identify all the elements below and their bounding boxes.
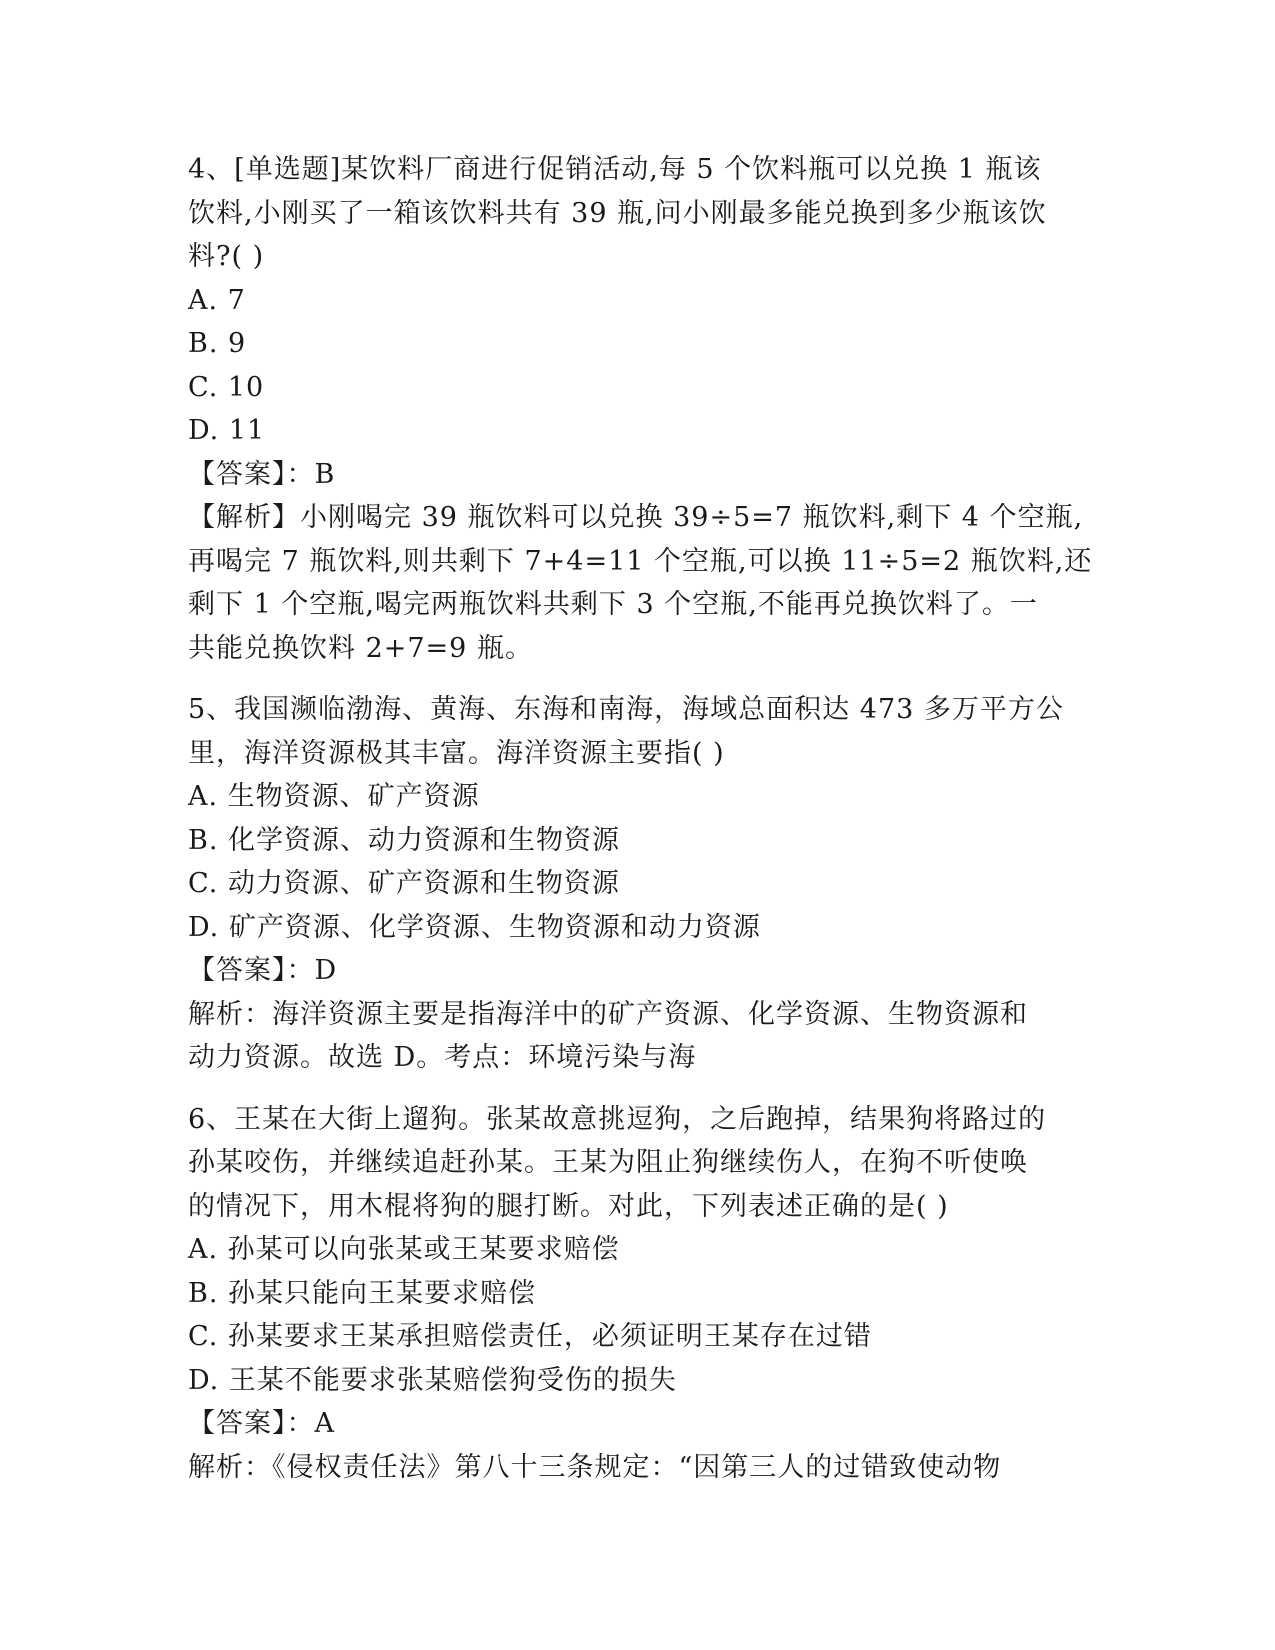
analysis-line: 动力资源。故选 D。考点：环境污染与海 — [188, 1042, 697, 1073]
option-d: D. 矿产资源、化学资源、生物资源和动力资源 — [188, 911, 761, 943]
option-a: A. 孙某可以向张某或王某要求赔偿 — [188, 1234, 620, 1265]
option-b: B. 孙某只能向王某要求赔偿 — [188, 1277, 537, 1309]
question-stem-line: 5、我国濒临渤海、黄海、东海和南海，海域总面积达 473 多万平方公 — [188, 694, 1064, 725]
question-stem-line: 4、[单选题]某饮料厂商进行促销活动,每 5 个饮料瓶可以兑换 1 瓶该 — [188, 154, 1042, 185]
analysis-line: 【解析】小刚喝完 39 瓶饮料可以兑换 39÷5=7 瓶饮料,剩下 4 个空瓶, — [188, 502, 1084, 533]
option-b: B. 化学资源、动力资源和生物资源 — [188, 824, 621, 856]
document-page — [188, 148, 1093, 1489]
question-stem-line: 的情况下，用木棍将狗的腿打断。对此，下列表述正确的是( ) — [188, 1190, 949, 1222]
analysis-line: 解析：《侵权责任法》第八十三条规定：“因第三人的过错致使动物 — [188, 1451, 1002, 1483]
answer-line: 【答案】：A — [188, 1408, 335, 1439]
question-spacer — [188, 670, 1088, 688]
option-c: C. 10 — [188, 371, 265, 403]
question-stem-line: 孙某咬伤，并继续追赶孙某。王某为阻止狗继续伤人，在狗不听使唤 — [188, 1147, 1028, 1178]
option-d: D. 王某不能要求张某赔偿狗受伤的损失 — [188, 1364, 677, 1396]
option-a: A. 生物资源、矿产资源 — [188, 781, 480, 812]
analysis-line: 解析：海洋资源主要是指海洋中的矿产资源、化学资源、生物资源和 — [188, 998, 1028, 1030]
question-5 — [188, 688, 1088, 1080]
analysis-line: 共能兑换饮料 2+7=9 瓶。 — [188, 632, 533, 664]
question-spacer — [188, 1080, 1088, 1098]
option-b: B. 9 — [188, 328, 247, 359]
answer-line: 【答案】：D — [188, 955, 338, 986]
question-stem-line: 里，海洋资源极其丰富。海洋资源主要指( ) — [188, 737, 725, 769]
answer-line: 【答案】：B — [188, 458, 336, 490]
question-stem-line: 饮料,小刚买了一箱该饮料共有 39 瓶,问小刚最多能兑换到多少瓶该饮 — [188, 197, 1047, 229]
option-a: A. 7 — [188, 284, 246, 316]
analysis-line: 剩下 1 个空瓶,喝完两瓶饮料共剩下 3 个空瓶,不能再兑换饮料了。一 — [188, 589, 1038, 620]
analysis-line: 再喝完 7 瓶饮料,则共剩下 7+4=11 个空瓶,可以换 11÷5=2 瓶饮料,还 — [188, 545, 1093, 577]
question-stem-line: 6、王某在大街上遛狗。张某故意挑逗狗，之后跑掉，结果狗将路过的 — [188, 1103, 1047, 1135]
option-c: C. 孙某要求王某承担赔偿责任，必须证明王某存在过错 — [188, 1321, 872, 1352]
question-4 — [188, 148, 1093, 670]
question-stem-line: 料?( ) — [188, 241, 265, 272]
option-d: D. 11 — [188, 415, 266, 446]
question-6 — [188, 1098, 1088, 1490]
option-c: C. 动力资源、矿产资源和生物资源 — [188, 868, 620, 899]
